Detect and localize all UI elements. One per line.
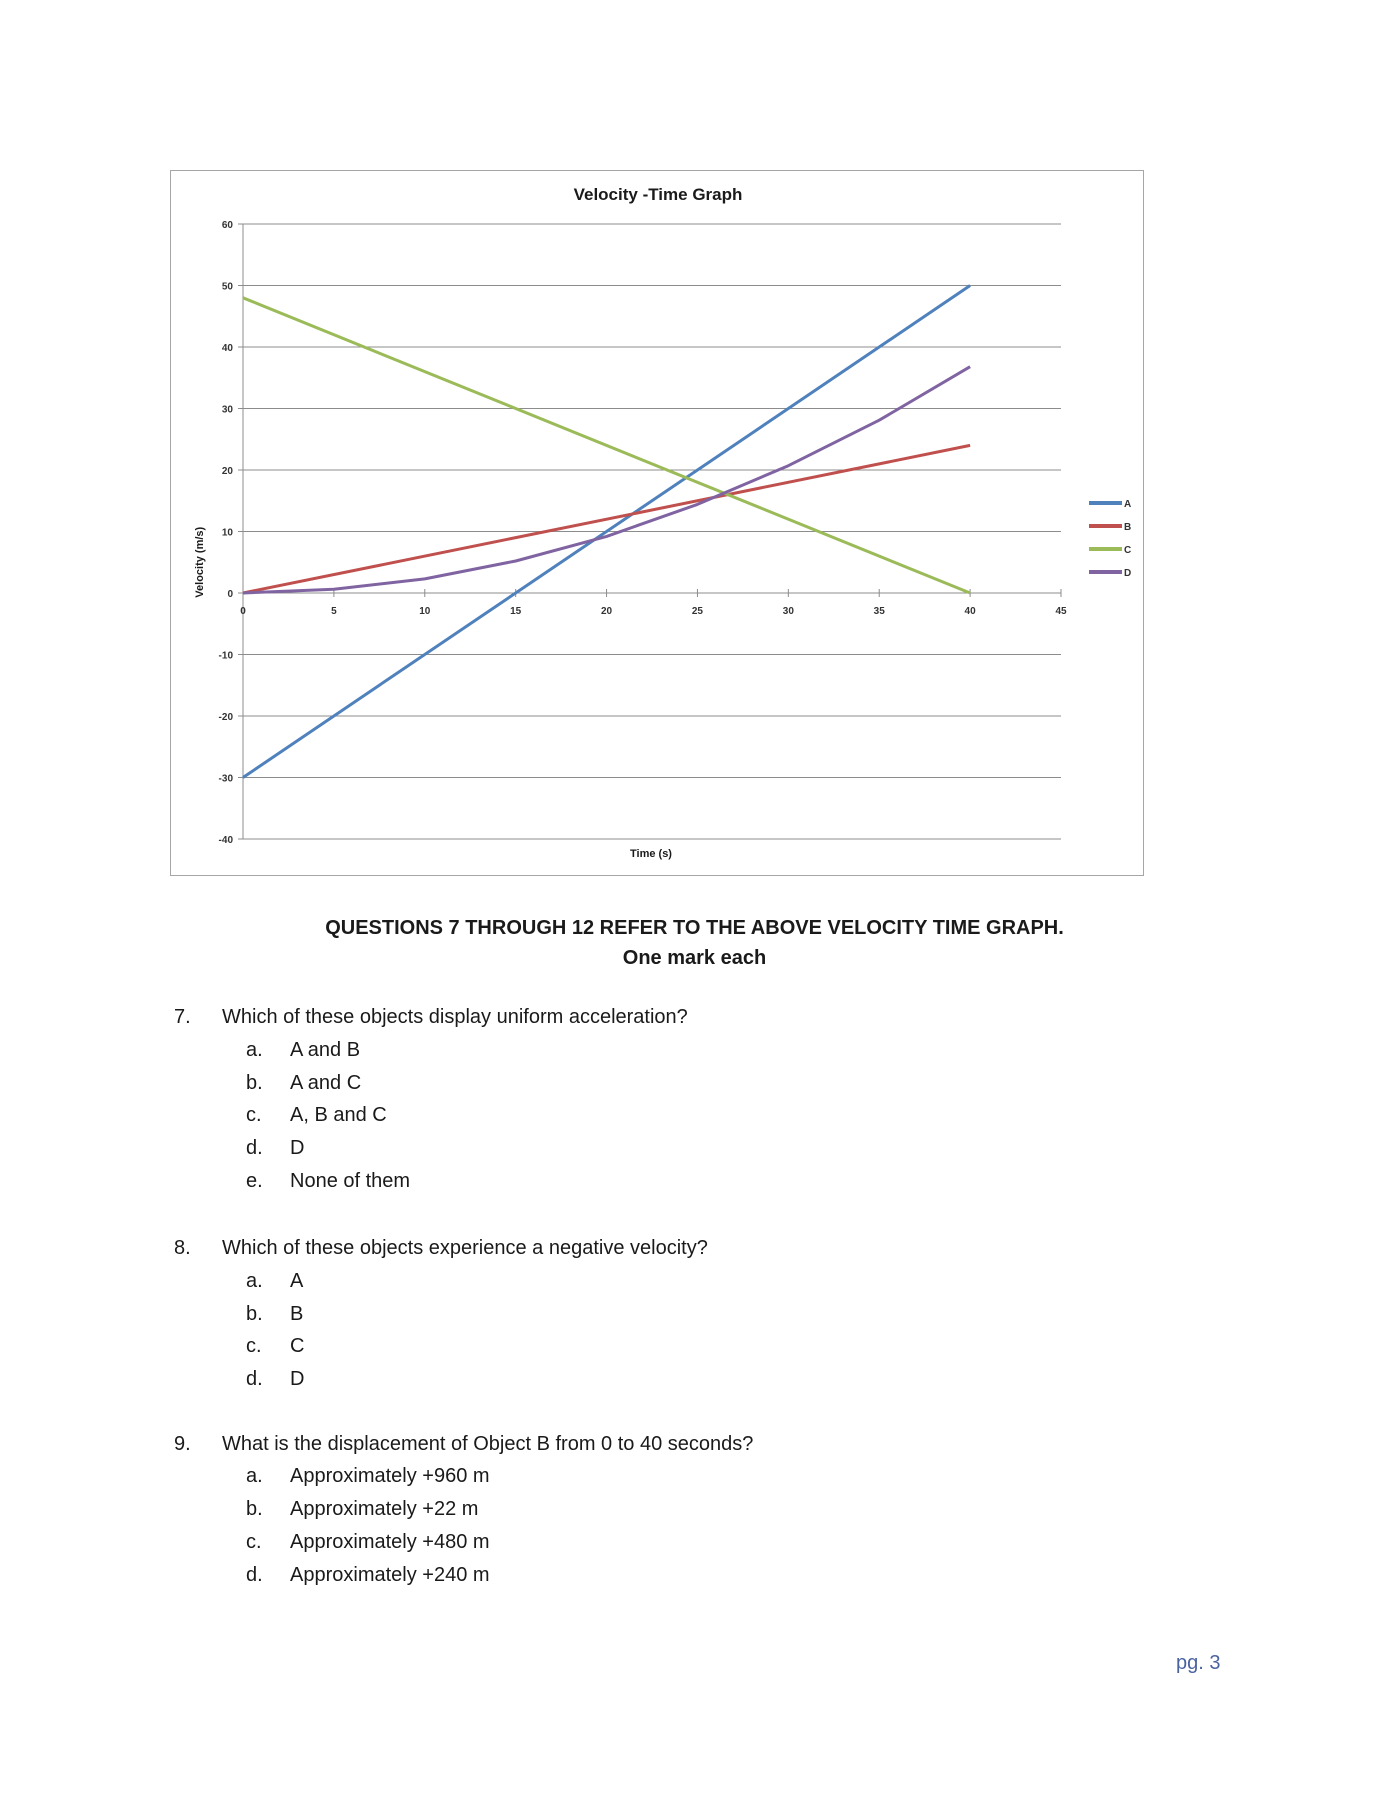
option-letter: b.	[246, 1072, 263, 1094]
y-tick-label: -40	[218, 835, 233, 846]
chart-canvas	[171, 171, 1145, 877]
question-text: Which of these objects experience a negative velocity?	[222, 1237, 708, 1259]
option-text: C	[290, 1335, 305, 1357]
y-tick-label: 60	[221, 220, 233, 231]
option-text: None of them	[290, 1170, 411, 1192]
option-letter: d.	[246, 1368, 263, 1390]
option-letter: d.	[246, 1564, 263, 1586]
page-number: pg. 3	[1176, 1652, 1221, 1674]
legend-label: D	[1124, 568, 1132, 579]
x-tick-label: 20	[600, 606, 613, 617]
option-text: Approximately +240 m	[290, 1564, 490, 1586]
option-letter: b.	[246, 1303, 263, 1325]
legend-label: C	[1124, 545, 1132, 556]
option-letter: c.	[246, 1335, 262, 1357]
option-letter: a.	[246, 1039, 263, 1061]
y-tick-label: 30	[221, 404, 233, 416]
option-text: Approximately +960 m	[290, 1465, 490, 1487]
y-tick-label: 0	[227, 589, 233, 600]
option-text: Approximately +22 m	[290, 1498, 479, 1520]
x-tick-label: 30	[782, 606, 794, 617]
x-tick-label: 15	[510, 606, 522, 617]
option-letter: d.	[246, 1137, 263, 1159]
y-tick-label: 50	[221, 281, 233, 293]
question-text: Which of these objects display uniform acceleration?	[222, 1006, 688, 1028]
option-letter: c.	[246, 1104, 262, 1126]
option-text: A	[290, 1270, 304, 1292]
section-heading: QUESTIONS 7 THROUGH 12 REFER TO THE ABOVE VELOCITY TIME GRAPH.	[325, 917, 1064, 939]
y-tick-label: -30	[218, 773, 233, 785]
question-number: 7.	[174, 1006, 191, 1028]
option-text: D	[290, 1137, 305, 1159]
option-text: B	[290, 1303, 304, 1325]
option-text: Approximately +480 m	[290, 1531, 490, 1553]
chart-title: Velocity -Time Graph	[573, 185, 743, 204]
series-line-c	[243, 298, 970, 593]
y-tick-label: -20	[218, 712, 233, 723]
x-tick-label: 25	[691, 606, 704, 617]
x-tick-label: 0	[240, 606, 246, 617]
series-line-d	[243, 367, 970, 593]
y-axis-label: Velocity (m/s)	[194, 526, 206, 598]
y-tick-label: 10	[221, 527, 233, 539]
legend-label: B	[1124, 522, 1132, 533]
y-tick-label: 20	[221, 466, 233, 477]
x-tick-label: 40	[964, 606, 976, 617]
series-line-b	[243, 445, 970, 593]
question-number: 9.	[174, 1433, 191, 1455]
question-number: 8.	[174, 1237, 191, 1259]
x-axis-label: Time (s)	[630, 848, 672, 860]
x-tick-label: 10	[419, 606, 431, 617]
y-tick-label: 40	[221, 343, 233, 354]
option-text: D	[290, 1368, 305, 1390]
option-text: A, B and C	[290, 1104, 387, 1126]
x-tick-label: 35	[873, 606, 885, 617]
option-text: A and C	[290, 1072, 362, 1094]
question-text: What is the displacement of Object B from 0 to 40 seconds?	[222, 1433, 754, 1455]
x-tick-label: 45	[1055, 606, 1067, 617]
x-tick-label: 5	[331, 606, 337, 617]
velocity-time-chart	[170, 170, 1144, 876]
option-letter: c.	[246, 1531, 262, 1553]
option-text: A and B	[290, 1039, 361, 1061]
option-letter: b.	[246, 1498, 263, 1520]
section-subheading: One mark each	[622, 947, 767, 969]
option-letter: a.	[246, 1465, 263, 1487]
option-letter: e.	[246, 1170, 263, 1192]
option-letter: a.	[246, 1270, 263, 1292]
legend-label: A	[1124, 499, 1132, 510]
y-tick-label: -10	[218, 650, 233, 662]
